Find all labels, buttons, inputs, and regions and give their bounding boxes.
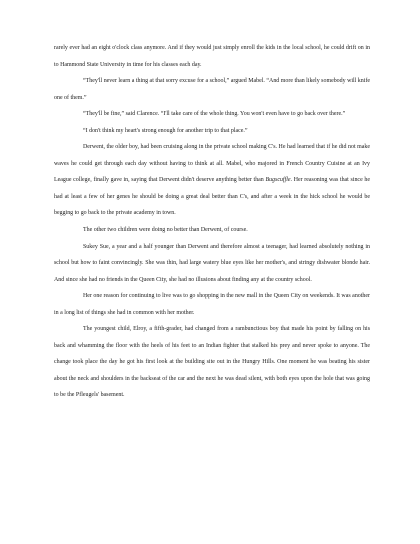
paragraph-6 [54, 222, 370, 239]
text-segment: The youngest child, Elroy, a fifth-grader, had changed from a rambunctious boy that made his point by falling on his back and whamming the floor with the heels of his feet to an Indian fighter that stalked his prey and never spoke to anyone. The change took place the day he got his first look at the building site out in the Hungry Hills. One moment he was beating his sister about the neck and shoulders in the backseat of the car and the next he was dead silent, with both eyes upon the hole that was going to be the Pfleugels' basement. [54, 326, 370, 399]
italic-text: Bugscuffle [265, 177, 291, 184]
text-segment: rarely ever had an eight o'clock class anymore. And if they would just simply enroll the kids in the local school, he could drift on in to Hammond State University in time for his classes each day. [54, 45, 370, 68]
text-segment: Derwent, the older boy, had been cruising along in the private school making C's. He had learned that if he did not make waves he could get through each day without having to think at all. Mabel, who majored in French Country Cuisine at an Ivy League college, finally gave in, saying that Derwent didn't deserve anything better than [54, 144, 370, 184]
text-segment: “They'll never learn a thing at that sorry excuse for a school,” argued Mabel. “And more than likely somebody will knife one of them.” [54, 78, 370, 101]
text-segment: . Her reasoning was that since he had at least a few of her genes he should be doing a great deal better than C's, and after a week in the hick school he would be begging to go back to the private academy in town. [54, 177, 370, 217]
text-segment: “I don't think my heart's strong enough for another trip to that place.” [83, 127, 248, 134]
paragraph-1 [54, 40, 370, 73]
text-segment: Her one reason for continuing to live was to go shopping in the new mall in the Queen City on weekends. It was another in a long list of things she had in common with her mother. [54, 293, 370, 316]
paragraph-3 [54, 106, 370, 123]
paragraph-8 [54, 288, 370, 321]
text-segment: The other two children were doing no better than Derwent, of course. [83, 227, 248, 234]
text-segment: “They'll be fine,” said Clarence. “I'll take care of the whole thing. You won't even have to go back over there.” [83, 111, 346, 118]
paragraph-5 [54, 139, 370, 222]
paragraph-9 [54, 321, 370, 404]
text-segment: Sukey Sue, a year and a half younger than Derwent and therefore almost a teenager, had learned absolutely nothing in school but how to faint convincingly. She was thin, had large watery blue eyes like her mother's, and stringy dishwater blonde hair. And since she had no friends in the Queen City, she had no illusions about finding any at the country school. [54, 243, 370, 283]
paragraph-2 [54, 73, 370, 106]
body-text [54, 40, 370, 404]
paragraph-4 [54, 123, 370, 140]
paragraph-7 [54, 239, 370, 289]
